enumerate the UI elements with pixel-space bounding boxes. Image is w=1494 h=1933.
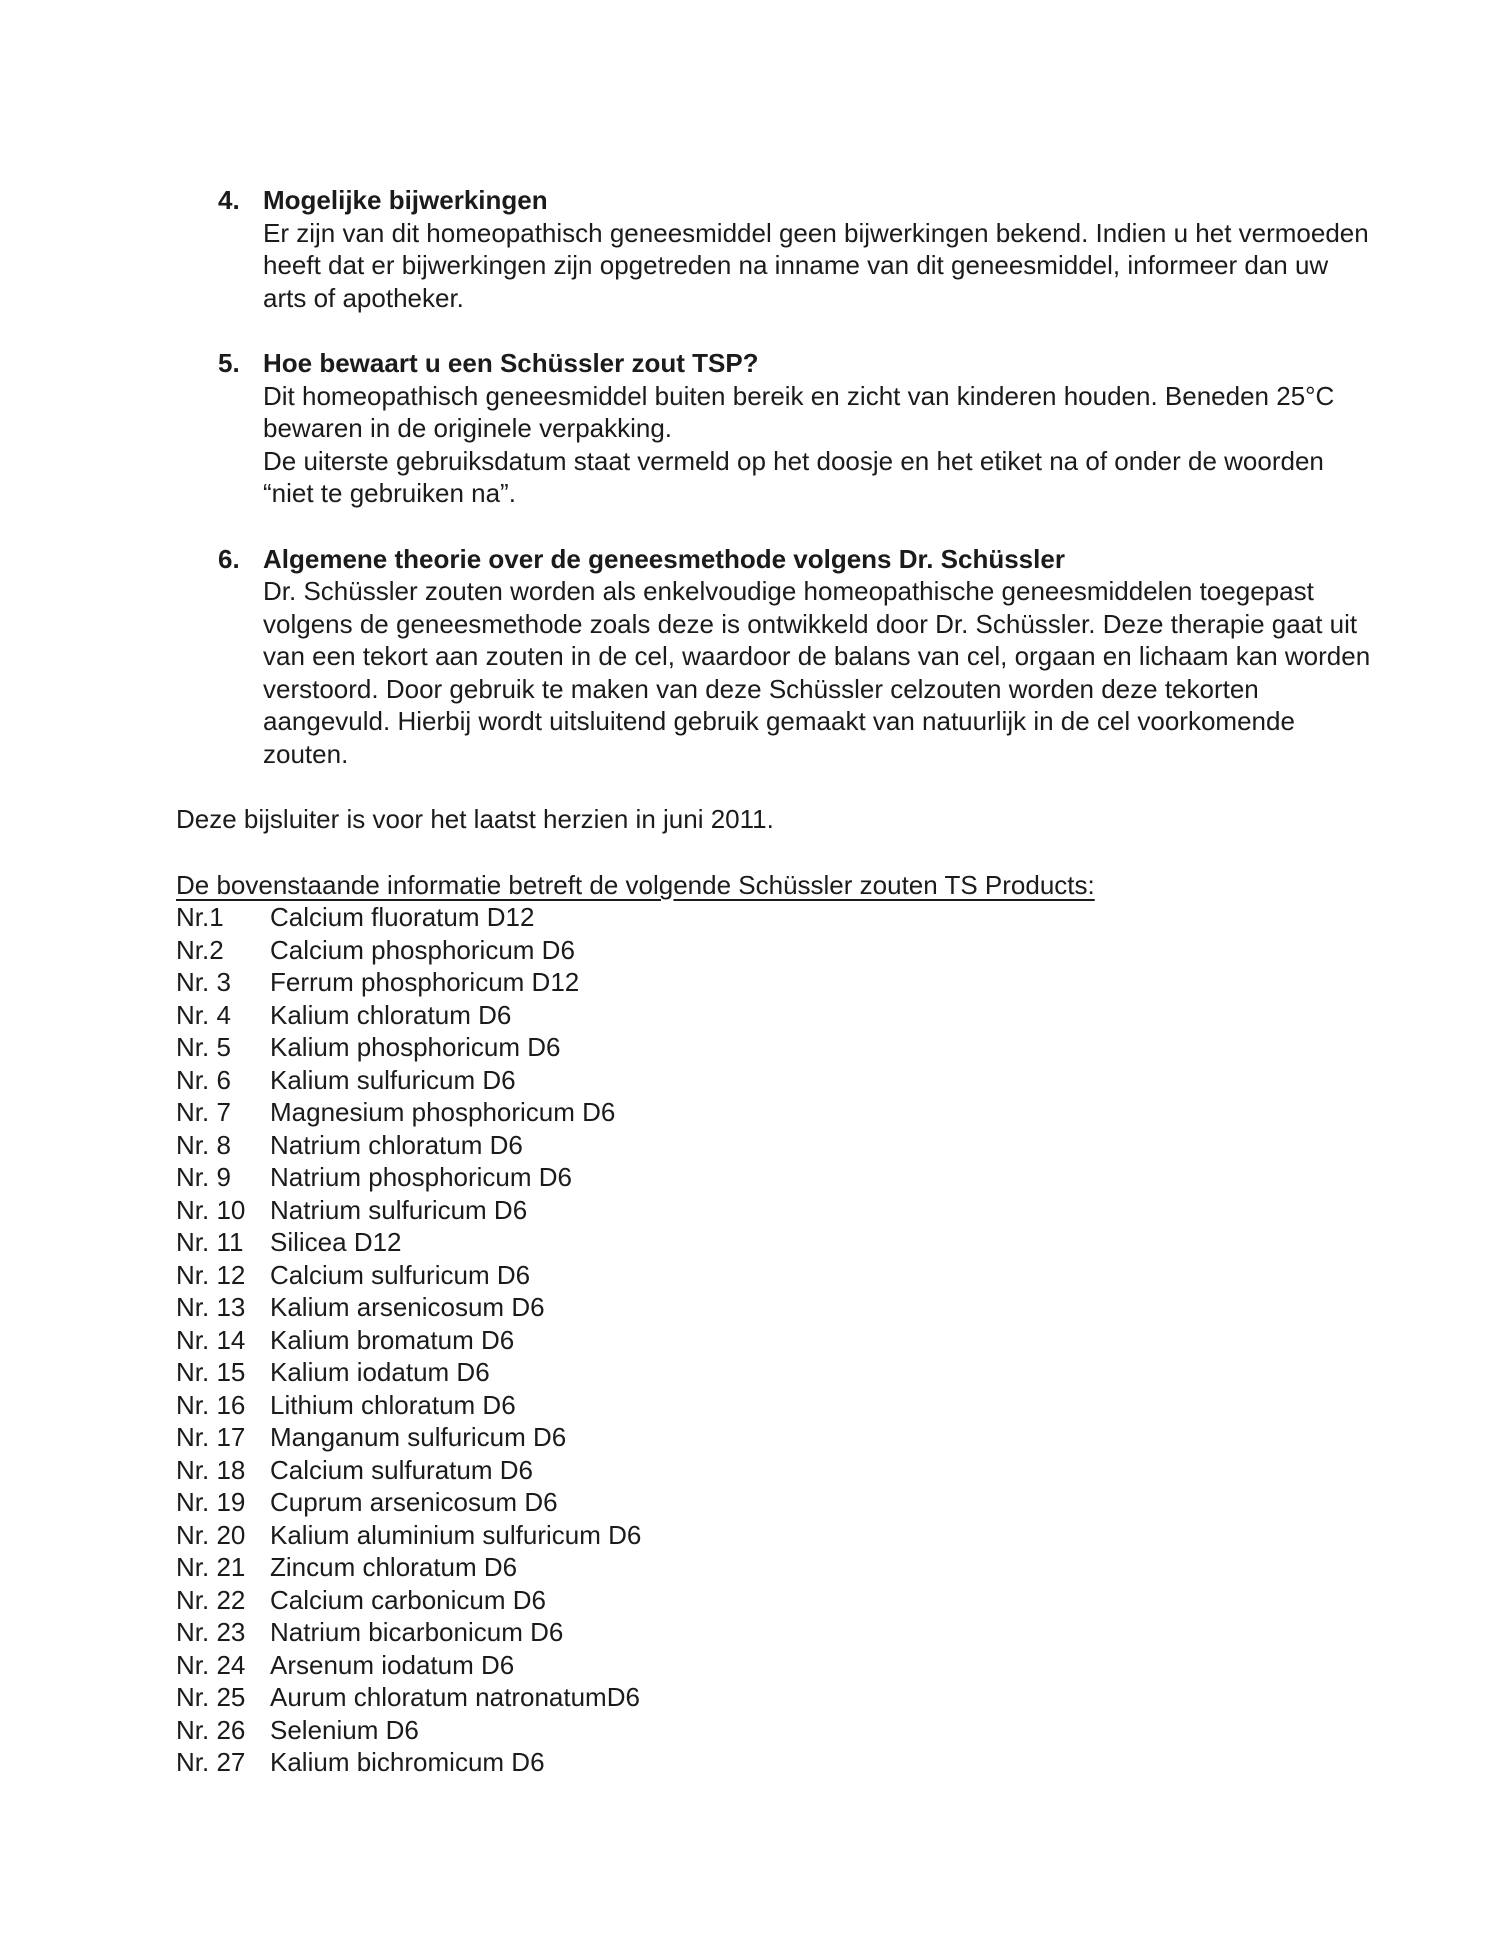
product-row [176,1421,1434,1454]
product-name: Natrium sulfuricum D6 [270,1194,528,1225]
product-name: Kalium chloratum D6 [270,999,512,1030]
product-number: Nr. 14 [176,1324,246,1355]
product-number: Nr. 9 [176,1162,231,1192]
body-text-line: aangevuld. Hierbij wordt uitsluitend gebruik gemaakt van natuurlijk in de cel voorkomende [263,706,1295,736]
product-row [176,999,1434,1032]
product-row [176,1616,1434,1649]
product-name: Cuprum arsenicosum D6 [270,1487,558,1517]
revision-note: Deze bijsluiter is voor het laatst herzien in juni 2011. [176,804,774,834]
product-row [176,1291,1434,1324]
product-name: Calcium carbonicum D6 [270,1584,546,1615]
product-name: Kalium aluminium sulfuricum D6 [270,1519,642,1550]
product-number: Nr.1 [176,902,224,932]
product-row [176,1064,1434,1097]
section-number: 5. [218,348,240,378]
product-number: Nr. 3 [176,967,231,997]
product-name: Kalium sulfuricum D6 [270,1064,516,1095]
product-row [176,1259,1434,1292]
product-name: Zincum chloratum D6 [270,1552,518,1582]
product-name: Natrium bicarbonicum D6 [270,1617,564,1647]
product-name: Arsenum iodatum D6 [270,1649,515,1680]
product-row [176,1681,1434,1714]
product-name: Kalium phosphoricum D6 [270,1032,561,1062]
products-list [176,901,1434,1779]
product-name: Aurum chloratum natronatumD6 [270,1682,640,1712]
section-heading [218,347,1434,380]
product-row [176,1746,1434,1779]
product-number: Nr. 4 [176,999,231,1030]
product-row [176,1324,1434,1357]
product-name: Kalium arsenicosum D6 [270,1292,545,1322]
product-number: Nr.2 [176,934,224,965]
body-text-line: zouten. [263,738,349,769]
product-number: Nr. 16 [176,1389,246,1420]
product-number: Nr. 21 [176,1552,246,1582]
product-number: Nr. 7 [176,1097,231,1127]
product-number: Nr. 26 [176,1714,246,1745]
product-name: Manganum sulfuricum D6 [270,1422,567,1452]
product-row [176,1129,1434,1162]
product-row [176,1486,1434,1519]
product-name: Selenium D6 [270,1714,419,1745]
product-row [176,901,1434,934]
product-row [176,1714,1434,1747]
section-title: Algemene theorie over de geneesmethode volgens Dr. Schüssler [263,543,1065,574]
product-row [176,1519,1434,1552]
product-row [176,1161,1434,1194]
product-number: Nr. 17 [176,1422,246,1452]
section-body [263,380,1434,510]
product-name: Kalium bromatum D6 [270,1324,515,1355]
product-number: Nr. 25 [176,1682,246,1712]
product-number: Nr. 23 [176,1617,246,1647]
product-row [176,1551,1434,1584]
section-heading [218,543,1434,576]
section-algemene-theorie [176,543,1434,771]
product-number: Nr. 13 [176,1292,246,1322]
section-mogelijke-bijwerkingen [176,184,1434,314]
product-name: Lithium chloratum D6 [270,1389,516,1420]
product-row [176,1454,1434,1487]
product-name: Natrium chloratum D6 [270,1129,523,1160]
section-title: Hoe bewaart u een Schüssler zout TSP? [263,348,759,378]
product-number: Nr. 12 [176,1259,246,1290]
section-body [263,575,1434,770]
product-row [176,966,1434,999]
body-text-line: volgens de geneesmethode zoals deze is ontwikkeld door Dr. Schüssler. Deze therapie gaat uit [263,608,1358,639]
product-row [176,1356,1434,1389]
product-number: Nr. 5 [176,1032,231,1062]
section-hoe-bewaart [176,347,1434,510]
section-body [263,217,1434,315]
product-row [176,1389,1434,1422]
product-number: Nr. 8 [176,1129,231,1160]
body-text-line: heeft dat er bijwerkingen zijn opgetreden na inname van dit geneesmiddel, informeer dan uw [263,250,1329,280]
body-text-line: van een tekort aan zouten in de cel, waardoor de balans van cel, orgaan en lichaam kan worden [263,641,1371,671]
product-name: Natrium phosphoricum D6 [270,1162,573,1192]
product-row [176,1031,1434,1064]
body-text-line: Dr. Schüssler zouten worden als enkelvoudige homeopathische geneesmiddelen toegepast [263,576,1314,606]
section-title: Mogelijke bijwerkingen [263,185,548,215]
products-list-heading: De bovenstaande informatie betreft de volgende Schüssler zouten TS Products: [176,869,1095,900]
product-number: Nr. 6 [176,1064,231,1095]
product-number: Nr. 10 [176,1194,246,1225]
body-text-line: Dit homeopathisch geneesmiddel buiten bereik en zicht van kinderen houden. Beneden 25°C [263,380,1335,411]
product-number: Nr. 20 [176,1519,246,1550]
product-name: Calcium phosphoricum D6 [270,934,575,965]
product-number: Nr. 15 [176,1357,246,1387]
product-number: Nr. 11 [176,1227,244,1257]
product-name: Kalium iodatum D6 [270,1357,490,1387]
body-text-line: De uiterste gebruiksdatum staat vermeld op het doosje en het etiket na of onder de woorden [263,445,1324,476]
product-row [176,1096,1434,1129]
product-row [176,1584,1434,1617]
product-number: Nr. 18 [176,1454,246,1485]
product-name: Kalium bichromicum D6 [270,1747,545,1777]
product-row [176,1194,1434,1227]
product-name: Calcium sulfuratum D6 [270,1454,533,1485]
section-number: 4. [218,185,240,215]
section-heading [218,184,1434,217]
product-row [176,1649,1434,1682]
section-number: 6. [218,543,240,574]
body-text-line: Er zijn van dit homeopathisch geneesmiddel geen bijwerkingen bekend. Indien u het vermoeden [263,217,1369,248]
product-number: Nr. 22 [176,1584,246,1615]
product-number: Nr. 19 [176,1487,246,1517]
product-name: Ferrum phosphoricum D12 [270,967,580,997]
product-name: Magnesium phosphoricum D6 [270,1097,616,1127]
product-row [176,1226,1434,1259]
product-name: Calcium fluoratum D12 [270,902,535,932]
body-text-line: “niet te gebruiken na”. [263,478,516,508]
product-number: Nr. 27 [176,1747,246,1777]
product-row [176,934,1434,967]
body-text-line: arts of apotheker. [263,282,464,313]
body-text-line: verstoord. Door gebruik te maken van deze Schüssler celzouten worden deze tekorten [263,673,1259,704]
product-number: Nr. 24 [176,1649,246,1680]
product-name: Silicea D12 [270,1227,402,1257]
body-text-line: bewaren in de originele verpakking. [263,413,673,443]
product-name: Calcium sulfuricum D6 [270,1259,531,1290]
